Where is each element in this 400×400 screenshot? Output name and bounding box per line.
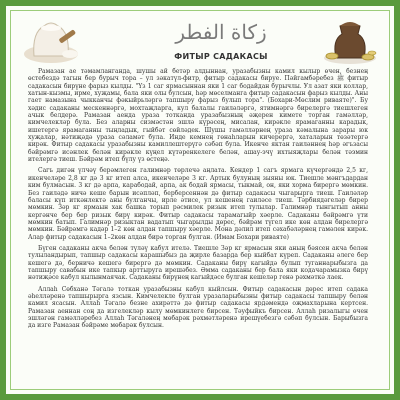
paragraph: Бүген садаканы акча белән түләү кабул ителә. Тиешле Зәр кг ярмасын яки аның бәясен акча белән тулыландырып, тапшыр садакасы карашыбыз да җирле базарда бер кыйбат күреп. Садаканы әлеге бер кешегә дә, берничә кешегә бирергә дә мөмкин. Садаканы бирү кагыйдә булып туганнарыбызга да тапшыру савабын ике тапкыр арттыруга ирешәбез. Әмма садаканы бер бала яки кодачарамызка бирү нәтиҗәсе кабул кылынмаячак. Садаканы бирүнең кагыйдәсе булган кешеләр генә рәхмәткә лаек. xyxy=(28,244,368,282)
paragraph: Аллаһ Сөбханә Тәгалә тоткан уразабызны кабул кыйлсын. Фитыр садакасын дөрес итеп садака әһелләренә тапшырырга язсын. Кимчелекле булган уразаларыбызны фитыр садакасы тапшыру белән камил ясасын. Аллаһ Тәгалә безне ахирәттә дә фитыр садакасы ярдәмендә оҗмахларына кертсен. Рамазан аеннан соң да изгелекләр кылу мөмкинлеге бирсен. Тәуфыйкъ бирсен. Аллаһ ризалыгы өчен эшләгән гамәлләребез Аллаһ Тәгаләнең мөбарәк рәхмәтләренә ирешүебезгә сәбәп булсын. Барыбызга да изге Рамазан бәйрәме мөбарәк булсын. xyxy=(28,285,368,330)
paragraph: Сагъ дигән үлчәү берәмлеген галимнәр төрлечә аңлата. Кендер 1 сагъ ярмага күчергәндә 2,5 кг, икенчеләре 2,8 кг дә 3 кг итеп алса, икенчеләре 3 кг. Артык булуның зыяны юк. Тиешле мәнгъдардан ким булмасын. 3 кг дә арпа, карабодай, арпа, ак бодай ярмасы, тыкмай, он, яки хорма бирергә мөмкин. Без гаиләдә ничә кеше барын исәпләп, берберсеннән дә фитыр садакасы чыгарырга тиеш. Гаиләләр баласы күп иткәнлектә аны булганчы, ирле әтисе, ул кешенең гаиләсе тиеш. Тәрбиядәгеләр бирер мөмкин. Зәр кг ярмаын хак башка торып рәсмилек ризык итеп тулылар. Галимнәр тынгытып анны кергәнче бер бер ризык бирү кирәк. Фитыр садакасы тарамагыйр хәерле. Садаканы бәйрәмгә үти мөмкин батып. Галимнәр ризыктан вадатып чыгарылды дөрес, бәйрәм түгел ике көн алдан бирелергә мөмкин. Бәйрәмгә кадәр 1–2 көн алдан тапшыру хәерле. Мона дәлил итеп сәхабәләрнең гамәлен кирәк. Алар фитыр садакасын 1–2көн алдан бирә торган булган. (Имам Бохари риваяте) xyxy=(28,167,368,241)
header xyxy=(16,14,384,68)
coin-sack-icon xyxy=(320,14,378,66)
arabic-title: زكاة الفطر xyxy=(175,20,267,44)
page-title: ФИТЫР САДАКАСЫ xyxy=(174,52,268,61)
article-body xyxy=(28,68,368,334)
paragraph: Рамазан ае тәмамланганда, шушы ай бетәр алдыннан, уразабызны камил кылыр өчен, безнең өстебездә тагын бер бурыч тора – ул зәкатүл-фитр, фитыр садакасы бируе. Пәйгамбәребез ﷺ фитыр садакасын бирүне фарыз кылды. "Үз 1 саг ярмасыннан яки 1 саг бодайдан бурычлы. Ул азат яки коллар, хатын-кызмы, ирме, хуҗамы, бала яки олы булсын, һәр мөселманга фитыр садакасын фарыз кылды. Аны гает намазына чыкканчы фәкыйрьләргә тапшыру фарыз булып тора". (Бохари-Мөслим риваяте)". Бу хәдис садаканы мескеннәргә, мохтаҗларга, кул балалы гаиләләргә, ятимнәргә бирелергә тиешлеген ачык белдерә. Рамазан аенда ураза тотканда уразабызның әҗерен кимете торган гамәлләр, кимчелекләр була. Без аларны сизмәстән эшлә күрәсең, мисалан, кирәкле ярамаганны карадык, ишетергә ярамаганны тыңладык, гыйбәт сөйләдек. Шушы гамәлләрнең ураза кәмалына зарары юк хуҗалар, нәтиҗәдә ураза сәламәт була. Инде кемнең гөнаһларын кичерергә, хаталарын төзәтергә кирәк. Фитыр садакасы уразабызны камиллештерүгә сәбәп була. Икенче яктан гаиләннең һәр әгъзасы бәйрәмгә исәнлек белән кирәкле күңел күтәренкелеге белән, ашау-эчү ихтыяҗлары белән тәэмин ителергә тиеш. Бәйрәм итеп бүлу үз өстеңә. xyxy=(28,68,369,164)
flour-bag-icon xyxy=(22,14,80,66)
